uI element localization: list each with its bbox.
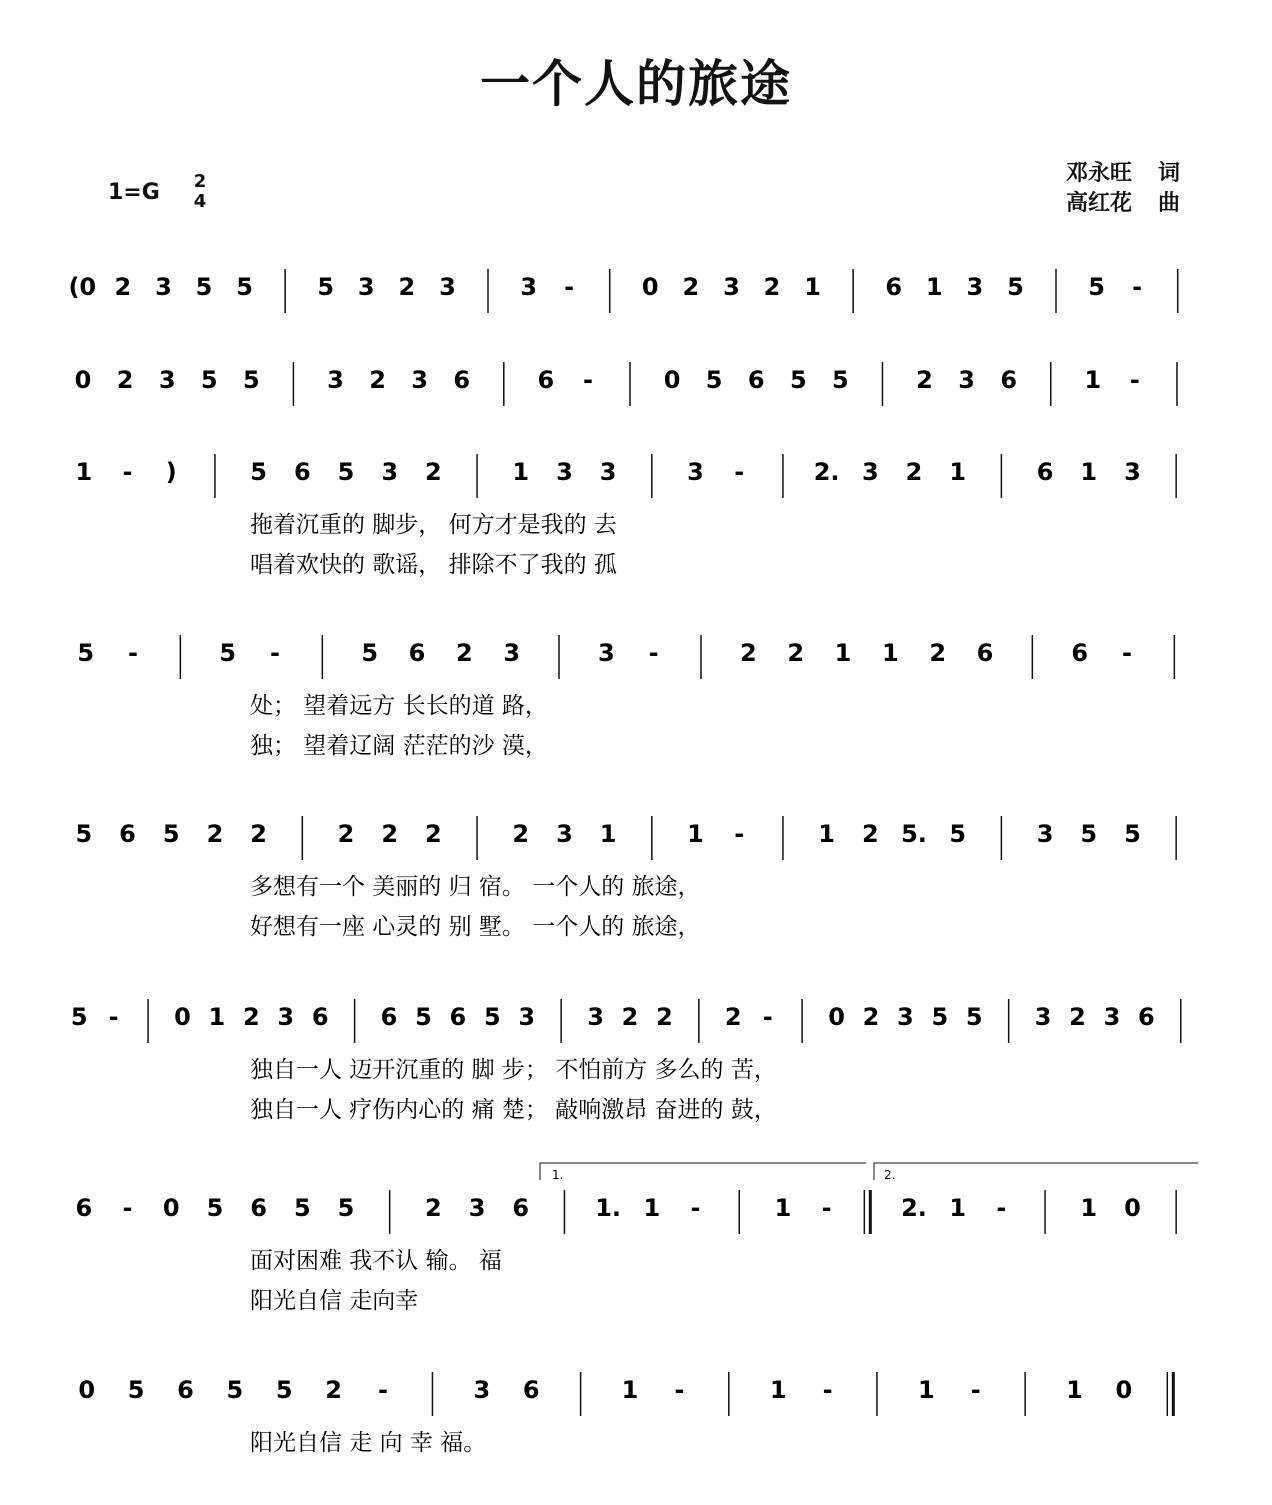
note: 2. bbox=[813, 458, 840, 486]
lyric-line: 拖着沉重的 脚步， 何方才是我的 去 bbox=[250, 512, 617, 538]
note: 5 bbox=[275, 1376, 293, 1404]
note: - bbox=[996, 1194, 1007, 1222]
note: 2 bbox=[1069, 1003, 1086, 1031]
note: - bbox=[674, 1376, 685, 1404]
note: 2 bbox=[114, 273, 132, 301]
note: 1 bbox=[643, 1194, 661, 1222]
note: 2 bbox=[425, 820, 442, 848]
note: 5 bbox=[127, 1376, 145, 1404]
note: 6 bbox=[885, 273, 903, 301]
note: 3 bbox=[556, 458, 573, 486]
note: 2 bbox=[905, 458, 923, 486]
note: 0 bbox=[1115, 1376, 1133, 1404]
note: 3 bbox=[556, 820, 573, 848]
note: 1 bbox=[917, 1376, 935, 1404]
note: 2 bbox=[116, 366, 134, 394]
note: 2 bbox=[682, 273, 700, 301]
note: - bbox=[378, 1376, 389, 1404]
key-signature: 1=G bbox=[108, 180, 160, 205]
note: 6 bbox=[522, 1376, 540, 1404]
note: 2 bbox=[425, 458, 442, 486]
note: 2 bbox=[381, 820, 399, 848]
note: 6 bbox=[1036, 458, 1054, 486]
note: 2 bbox=[656, 1003, 673, 1031]
note: 6 bbox=[119, 820, 136, 848]
note: 1 bbox=[925, 273, 943, 301]
note: 5 bbox=[162, 820, 180, 848]
note: 3 bbox=[1124, 458, 1141, 486]
note: 3 bbox=[1034, 1003, 1052, 1031]
note: 3 bbox=[381, 458, 399, 486]
note: 2 bbox=[621, 1003, 639, 1031]
lyric-line: 独； 望着辽阔 茫茫的沙 漠， bbox=[250, 733, 548, 759]
note: 6 bbox=[449, 1003, 467, 1031]
note: 5. bbox=[901, 820, 927, 848]
note: 0 bbox=[162, 1194, 180, 1222]
note: 5 bbox=[293, 1194, 311, 1222]
note: 0 bbox=[1124, 1194, 1141, 1222]
note: 3 bbox=[411, 366, 428, 394]
note: 5 bbox=[70, 1003, 88, 1031]
note: 5 bbox=[483, 1003, 501, 1031]
note: - bbox=[108, 1003, 119, 1031]
composer-name: 高红花 bbox=[1066, 191, 1133, 216]
note: 2 bbox=[250, 820, 267, 848]
note: - bbox=[128, 639, 138, 667]
note: 2 bbox=[724, 1003, 742, 1031]
note: 1 bbox=[1066, 1376, 1083, 1404]
lyric-line: 多想有一个 美丽的 归 宿。 一个人的 旅途， bbox=[250, 874, 701, 900]
note: 3 bbox=[468, 1194, 486, 1222]
note: 5 bbox=[789, 366, 807, 394]
note: 2 bbox=[369, 366, 386, 394]
note: 5 bbox=[219, 639, 237, 667]
note: 6 bbox=[976, 639, 994, 667]
note: - bbox=[762, 1003, 773, 1031]
note: 6 bbox=[1071, 639, 1089, 667]
note: 6 bbox=[537, 366, 555, 394]
note: 2 bbox=[206, 820, 224, 848]
lyric-line: 处； 望着远方 长长的道 路， bbox=[250, 693, 548, 719]
volta-second-bracket bbox=[874, 1163, 1198, 1180]
note: 1 bbox=[1084, 366, 1102, 394]
note: 0 bbox=[641, 273, 659, 301]
lyric-line: 阳光自信 走 向 幸 福。 bbox=[250, 1430, 487, 1456]
volta-second-label: 2. bbox=[884, 1168, 896, 1182]
note: 6 bbox=[380, 1003, 398, 1031]
note: 5 bbox=[832, 366, 849, 394]
lyric-line: 阳光自信 走向幸 bbox=[250, 1288, 419, 1314]
note: 0 bbox=[78, 1376, 96, 1404]
note: 1 bbox=[208, 1003, 226, 1031]
note: - bbox=[122, 458, 133, 486]
note: 3 bbox=[155, 273, 172, 301]
note: 3 bbox=[587, 1003, 604, 1031]
note: - bbox=[821, 1194, 832, 1222]
note: 0 bbox=[74, 366, 92, 394]
note: 6 bbox=[293, 458, 311, 486]
note: - bbox=[734, 458, 745, 486]
note: 3 bbox=[687, 458, 704, 486]
note: - bbox=[648, 639, 659, 667]
note: 6 bbox=[453, 366, 471, 394]
note: 5 bbox=[705, 366, 723, 394]
note: - bbox=[970, 1376, 981, 1404]
note: 1 bbox=[949, 458, 967, 486]
note: 5 bbox=[931, 1003, 949, 1031]
note: 1 bbox=[599, 820, 617, 848]
note: 3 bbox=[958, 366, 975, 394]
note: - bbox=[1129, 366, 1140, 394]
note: 3 bbox=[503, 639, 521, 667]
note: 3 bbox=[723, 273, 740, 301]
note: 3 bbox=[1036, 820, 1054, 848]
note: 0 bbox=[828, 1003, 845, 1031]
note: 1 bbox=[75, 458, 93, 486]
note: 1 bbox=[949, 1194, 967, 1222]
note: 5 bbox=[195, 273, 213, 301]
note: 2 bbox=[787, 639, 805, 667]
note: - bbox=[122, 1194, 133, 1222]
note: 6 bbox=[1138, 1003, 1155, 1031]
note: 3 bbox=[158, 366, 176, 394]
note: 2 bbox=[337, 820, 355, 848]
note: 1 bbox=[621, 1376, 639, 1404]
note: - bbox=[734, 820, 745, 848]
note: 1 bbox=[804, 273, 821, 301]
note: 0 bbox=[174, 1003, 191, 1031]
note: 3 bbox=[520, 273, 537, 301]
note: 5 bbox=[1088, 273, 1105, 301]
note: 2 bbox=[325, 1376, 343, 1404]
lyricist-name: 邓永旺 bbox=[1066, 161, 1133, 186]
note: 3 bbox=[597, 639, 615, 667]
note: 6 bbox=[311, 1003, 329, 1031]
lyric-line: 好想有一座 心灵的 别 墅。 一个人的 旅途， bbox=[250, 914, 701, 940]
note: - bbox=[690, 1194, 701, 1222]
note: 1 bbox=[834, 639, 852, 667]
note: 5 bbox=[250, 458, 267, 486]
note: 1 bbox=[687, 820, 704, 848]
note: 3 bbox=[277, 1003, 295, 1031]
note: 5 bbox=[226, 1376, 244, 1404]
note: 3 bbox=[357, 273, 375, 301]
note: - bbox=[582, 366, 593, 394]
note: 5 bbox=[242, 366, 260, 394]
note: 5 bbox=[1007, 273, 1024, 301]
note: 1 bbox=[1080, 1194, 1098, 1222]
volta-first-label: 1. bbox=[552, 1168, 564, 1182]
note: - bbox=[822, 1376, 833, 1404]
note: 1 bbox=[774, 1194, 792, 1222]
note: 1 bbox=[512, 458, 530, 486]
note: 1 bbox=[881, 639, 899, 667]
note: - bbox=[564, 273, 575, 301]
note: 5 bbox=[317, 273, 335, 301]
note: 1 bbox=[1080, 458, 1098, 486]
note: 2 bbox=[861, 820, 879, 848]
note: 0 bbox=[663, 366, 681, 394]
note: 2 bbox=[763, 273, 781, 301]
note: 6 bbox=[512, 1194, 530, 1222]
note: 2 bbox=[398, 273, 416, 301]
meter-bottom: 4 bbox=[193, 191, 207, 212]
lyric-line: 独自一人 迈开沉重的 脚 步； 不怕前方 多么的 苦， bbox=[250, 1057, 777, 1083]
note: 5 bbox=[75, 820, 93, 848]
lyricist-role: 词 bbox=[1158, 161, 1181, 186]
note: 1 bbox=[769, 1376, 787, 1404]
note: 3 bbox=[473, 1376, 491, 1404]
volta-first-bracket bbox=[540, 1163, 866, 1180]
note: 5 bbox=[206, 1194, 224, 1222]
note: 3 bbox=[966, 273, 984, 301]
note: 6 bbox=[250, 1194, 267, 1222]
note: 3 bbox=[599, 458, 617, 486]
note: 3 bbox=[1103, 1003, 1121, 1031]
note: 2 bbox=[242, 1003, 260, 1031]
note: 6 bbox=[177, 1376, 194, 1404]
note: 2 bbox=[455, 639, 473, 667]
note: 3 bbox=[327, 366, 344, 394]
note: 1 bbox=[818, 820, 835, 848]
lyric-line: 独自一人 疗伤内心的 痛 楚； 敲响激昂 奋进的 鼓， bbox=[250, 1097, 777, 1123]
note: - bbox=[1122, 639, 1132, 667]
note: 5 bbox=[361, 639, 379, 667]
note: 2 bbox=[916, 366, 933, 394]
note: 2 bbox=[862, 1003, 880, 1031]
note: 6 bbox=[75, 1194, 93, 1222]
note: ) bbox=[165, 458, 177, 486]
page-title: 一个人的旅途 bbox=[480, 54, 792, 113]
note: 6 bbox=[747, 366, 765, 394]
lyric-line: 唱着欢快的 歌谣， 排除不了我的 孤 bbox=[250, 552, 617, 578]
note: - bbox=[270, 639, 280, 667]
note: 5 bbox=[1124, 820, 1141, 848]
note: 3 bbox=[439, 273, 456, 301]
note: 2 bbox=[739, 639, 757, 667]
note: 3 bbox=[897, 1003, 914, 1031]
note: 2 bbox=[512, 820, 530, 848]
note: 2 bbox=[425, 1194, 442, 1222]
note: - bbox=[1132, 273, 1143, 301]
note: 5 bbox=[337, 1194, 355, 1222]
note: 3 bbox=[518, 1003, 536, 1031]
note: 5 bbox=[236, 273, 253, 301]
note: 5 bbox=[965, 1003, 983, 1031]
note: 5 bbox=[200, 366, 218, 394]
note: 2. bbox=[901, 1194, 927, 1222]
note: 1. bbox=[595, 1194, 622, 1222]
note: 5 bbox=[77, 639, 95, 667]
meter-top: 2 bbox=[193, 171, 207, 192]
note: 2 bbox=[929, 639, 947, 667]
note: (0 bbox=[68, 273, 97, 301]
note: 6 bbox=[1000, 366, 1018, 394]
note: 3 bbox=[861, 458, 879, 486]
note: 5 bbox=[337, 458, 355, 486]
note: 5 bbox=[949, 820, 967, 848]
note: 6 bbox=[408, 639, 426, 667]
lyric-line: 面对困难 我不认 输。 福 bbox=[250, 1248, 502, 1274]
composer-role: 曲 bbox=[1158, 191, 1181, 216]
note: 5 bbox=[415, 1003, 432, 1031]
note: 5 bbox=[1080, 820, 1098, 848]
